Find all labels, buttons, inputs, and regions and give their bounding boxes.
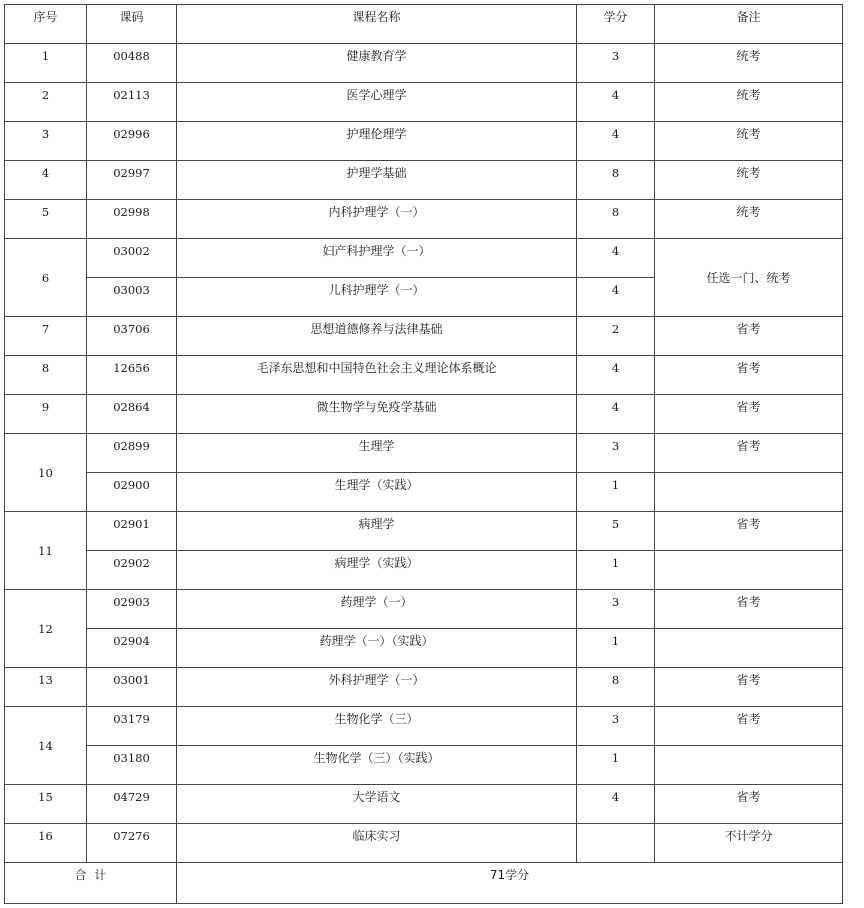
cell-code: 02899 (87, 434, 177, 473)
cell-credit: 4 (577, 356, 655, 395)
cell-no: 10 (5, 434, 87, 512)
table-row (5, 44, 843, 83)
cell-no: 7 (5, 317, 87, 356)
cell-code: 02864 (87, 395, 177, 434)
table-row (5, 551, 843, 590)
cell-note (655, 629, 843, 668)
cell-code: 02900 (87, 473, 177, 512)
cell-name: 妇产科护理学（一） (177, 239, 577, 278)
cell-credit: 3 (577, 707, 655, 746)
cell-credit: 4 (577, 122, 655, 161)
total-row (5, 863, 843, 904)
cell-code: 02997 (87, 161, 177, 200)
cell-code: 03001 (87, 668, 177, 707)
cell-no: 8 (5, 356, 87, 395)
table-row (5, 395, 843, 434)
cell-no: 15 (5, 785, 87, 824)
cell-no: 13 (5, 668, 87, 707)
table-row (5, 122, 843, 161)
cell-code: 02903 (87, 590, 177, 629)
table-row (5, 434, 843, 473)
cell-note: 统考 (655, 200, 843, 239)
table-row (5, 83, 843, 122)
cell-credit: 8 (577, 161, 655, 200)
cell-no: 1 (5, 44, 87, 83)
table-row (5, 707, 843, 746)
cell-note: 省考 (655, 317, 843, 356)
table-row (5, 746, 843, 785)
cell-credit: 4 (577, 83, 655, 122)
cell-note: 统考 (655, 161, 843, 200)
table-row (5, 239, 843, 278)
table-row (5, 668, 843, 707)
cell-code: 02904 (87, 629, 177, 668)
cell-credit: 4 (577, 395, 655, 434)
cell-name: 生物化学（三） (177, 707, 577, 746)
cell-note: 统考 (655, 44, 843, 83)
cell-note: 省考 (655, 668, 843, 707)
cell-credit: 3 (577, 590, 655, 629)
cell-credit: 2 (577, 317, 655, 356)
cell-no: 11 (5, 512, 87, 590)
cell-credit: 8 (577, 668, 655, 707)
cell-no: 16 (5, 824, 87, 863)
total-label: 合 计 (5, 863, 177, 904)
cell-code: 12656 (87, 356, 177, 395)
cell-credit: 1 (577, 551, 655, 590)
cell-code: 03003 (87, 278, 177, 317)
cell-credit: 4 (577, 278, 655, 317)
table-row (5, 161, 843, 200)
cell-name: 外科护理学（一） (177, 668, 577, 707)
header-name: 课程名称 (177, 5, 577, 44)
table-row (5, 356, 843, 395)
cell-no: 4 (5, 161, 87, 200)
table-row (5, 200, 843, 239)
cell-name: 健康教育学 (177, 44, 577, 83)
cell-name: 病理学（实践） (177, 551, 577, 590)
cell-name: 药理学（一） (177, 590, 577, 629)
cell-name: 思想道德修养与法律基础 (177, 317, 577, 356)
cell-name: 临床实习 (177, 824, 577, 863)
cell-code: 02901 (87, 512, 177, 551)
cell-code: 02998 (87, 200, 177, 239)
cell-note: 统考 (655, 83, 843, 122)
cell-no: 12 (5, 590, 87, 668)
cell-credit: 8 (577, 200, 655, 239)
cell-note: 省考 (655, 707, 843, 746)
cell-note: 任选一门、统考 (655, 239, 843, 317)
header-note: 备注 (655, 5, 843, 44)
cell-code: 03706 (87, 317, 177, 356)
cell-credit: 5 (577, 512, 655, 551)
header-no: 序号 (5, 5, 87, 44)
total-value: 71学分 (177, 863, 843, 904)
cell-credit: 4 (577, 785, 655, 824)
cell-no: 14 (5, 707, 87, 785)
cell-credit: 3 (577, 44, 655, 83)
table-row (5, 512, 843, 551)
header-credit: 学分 (577, 5, 655, 44)
cell-note: 不计学分 (655, 824, 843, 863)
cell-note: 统考 (655, 122, 843, 161)
cell-note: 省考 (655, 512, 843, 551)
cell-name: 内科护理学（一） (177, 200, 577, 239)
course-table (4, 4, 843, 904)
cell-credit: 1 (577, 473, 655, 512)
cell-code: 03180 (87, 746, 177, 785)
cell-name: 药理学（一）（实践） (177, 629, 577, 668)
cell-note (655, 551, 843, 590)
header-row (5, 5, 843, 44)
cell-no: 9 (5, 395, 87, 434)
cell-credit: 4 (577, 239, 655, 278)
cell-name: 护理学基础 (177, 161, 577, 200)
cell-code: 02996 (87, 122, 177, 161)
cell-note: 省考 (655, 785, 843, 824)
cell-name: 生理学（实践） (177, 473, 577, 512)
cell-no: 5 (5, 200, 87, 239)
cell-credit: 1 (577, 629, 655, 668)
cell-name: 生理学 (177, 434, 577, 473)
cell-code: 04729 (87, 785, 177, 824)
cell-note: 省考 (655, 395, 843, 434)
cell-name: 儿科护理学（一） (177, 278, 577, 317)
cell-no: 3 (5, 122, 87, 161)
cell-name: 病理学 (177, 512, 577, 551)
cell-no: 2 (5, 83, 87, 122)
cell-credit (577, 824, 655, 863)
table-row (5, 317, 843, 356)
cell-note: 省考 (655, 356, 843, 395)
cell-name: 毛泽东思想和中国特色社会主义理论体系概论 (177, 356, 577, 395)
cell-code: 03002 (87, 239, 177, 278)
cell-note: 省考 (655, 590, 843, 629)
cell-name: 微生物学与免疫学基础 (177, 395, 577, 434)
cell-name: 护理伦理学 (177, 122, 577, 161)
cell-name: 大学语文 (177, 785, 577, 824)
cell-note: 省考 (655, 434, 843, 473)
cell-credit: 1 (577, 746, 655, 785)
cell-code: 02113 (87, 83, 177, 122)
cell-code: 02902 (87, 551, 177, 590)
cell-credit: 3 (577, 434, 655, 473)
header-code: 课码 (87, 5, 177, 44)
table-row (5, 473, 843, 512)
cell-code: 03179 (87, 707, 177, 746)
cell-name: 生物化学（三）（实践） (177, 746, 577, 785)
table-row (5, 629, 843, 668)
cell-code: 00488 (87, 44, 177, 83)
table-row (5, 590, 843, 629)
cell-code: 07276 (87, 824, 177, 863)
table-row (5, 824, 843, 863)
cell-name: 医学心理学 (177, 83, 577, 122)
table-row (5, 785, 843, 824)
cell-no: 6 (5, 239, 87, 317)
cell-note (655, 473, 843, 512)
cell-note (655, 746, 843, 785)
